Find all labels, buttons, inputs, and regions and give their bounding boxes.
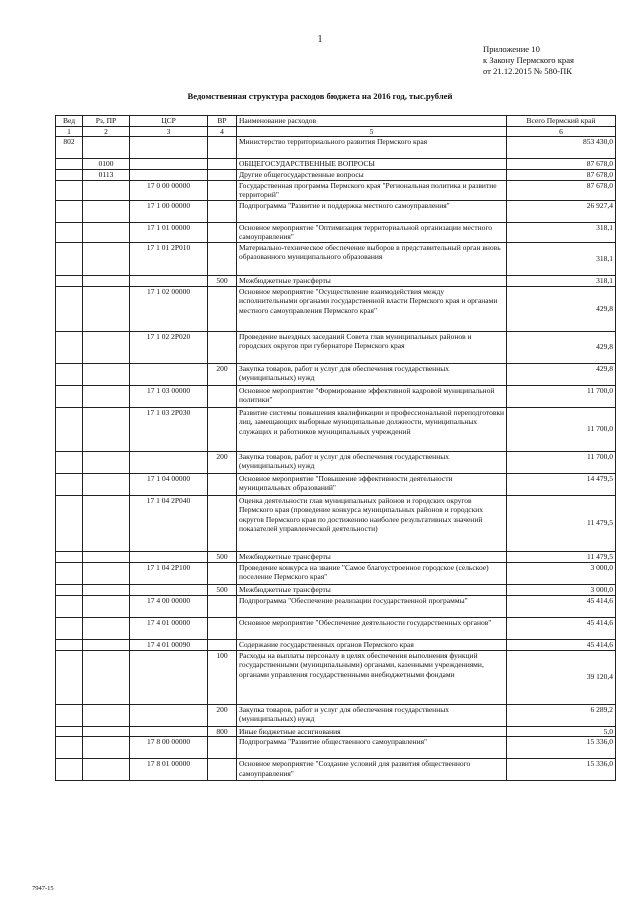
- cell-vr: [208, 495, 237, 551]
- cell-ved: [56, 650, 83, 704]
- table-row: [56, 275, 616, 286]
- table-row: [56, 242, 616, 275]
- col-header-name: Наименование расходов: [237, 116, 507, 127]
- table-row: [56, 385, 616, 407]
- cell-rzpr: [83, 704, 130, 726]
- cell-name: Подпрограмма "Развитие и поддержка местного самоуправления": [237, 200, 507, 222]
- page-number: 1: [317, 34, 323, 45]
- cell-vr: 200: [208, 704, 237, 726]
- appendix-line-1: Приложение 10: [483, 44, 540, 54]
- cell-amount: 318,1: [507, 275, 616, 286]
- table-row: [56, 180, 616, 200]
- cell-rzpr: [83, 242, 130, 275]
- cell-csr: 17 1 04 2Р040: [130, 495, 208, 551]
- cell-amount: 87 678,0: [507, 159, 616, 170]
- cell-vr: 200: [208, 363, 237, 385]
- table-row: [56, 363, 616, 385]
- cell-ved: [56, 170, 83, 181]
- cell-ved: [56, 159, 83, 170]
- cell-vr: [208, 759, 237, 781]
- cell-name: ОБЩЕГОСУДАРСТВЕННЫЕ ВОПРОСЫ: [237, 159, 507, 170]
- cell-ved: [56, 595, 83, 617]
- cell-csr: [130, 704, 208, 726]
- table-row: [56, 737, 616, 759]
- budget-table: [55, 115, 616, 781]
- table-row: [56, 170, 616, 181]
- cell-csr: 17 4 01 00000: [130, 617, 208, 639]
- cell-vr: [208, 595, 237, 617]
- table-row: [56, 584, 616, 595]
- table-row: [56, 551, 616, 562]
- table-row: [56, 639, 616, 650]
- cell-amount: 45 414,6: [507, 639, 616, 650]
- cell-amount: 45 414,6: [507, 595, 616, 617]
- cell-name: Закупка товаров, работ и услуг для обеспечения государственных (муниципальных) нужд: [237, 451, 507, 473]
- col-header-rzpr: Рз, ПР: [83, 116, 130, 127]
- cell-ved: [56, 726, 83, 737]
- cell-amount: 5,0: [507, 726, 616, 737]
- cell-amount: 15 336,0: [507, 759, 616, 781]
- cell-vr: 500: [208, 584, 237, 595]
- table-header-row: [56, 116, 616, 127]
- table-row: [56, 617, 616, 639]
- cell-ved: [56, 759, 83, 781]
- cell-csr: [130, 170, 208, 181]
- cell-csr: 17 1 01 00000: [130, 222, 208, 242]
- cell-name: Другие общегосударственные вопросы: [237, 170, 507, 181]
- cell-ved: [56, 451, 83, 473]
- col-header-vr: ВР: [208, 116, 237, 127]
- table-row: [56, 200, 616, 222]
- cell-csr: 17 1 00 00000: [130, 200, 208, 222]
- cell-name: Проведение конкурса на звание "Самое благоустроенное городское (сельское) поселение Пермского края": [237, 562, 507, 584]
- cell-amount: 87 678,0: [507, 180, 616, 200]
- cell-amount: 6 289,2: [507, 704, 616, 726]
- cell-vr: [208, 222, 237, 242]
- cell-csr: 17 1 04 2Р100: [130, 562, 208, 584]
- cell-vr: [208, 473, 237, 495]
- table-row: [56, 704, 616, 726]
- cell-vr: [208, 242, 237, 275]
- cell-amount: 11 479,5: [507, 551, 616, 562]
- table-row: [56, 595, 616, 617]
- table-row: [56, 562, 616, 584]
- document-title: Ведомственная структура расходов бюджета на 2016 год, тыс.рублей: [187, 91, 453, 101]
- cell-ved: [56, 222, 83, 242]
- cell-csr: 17 1 02 00000: [130, 286, 208, 331]
- cell-csr: 17 8 00 00000: [130, 737, 208, 759]
- cell-vr: [208, 170, 237, 181]
- cell-name: Государственная программа Пермского края "Региональная политика и развитие территорий": [237, 180, 507, 200]
- cell-name: Иные бюджетные ассигнования: [237, 726, 507, 737]
- table-row: [56, 473, 616, 495]
- cell-rzpr: [83, 595, 130, 617]
- cell-amount: 26 927,4: [507, 200, 616, 222]
- cell-vr: [208, 617, 237, 639]
- cell-rzpr: [83, 726, 130, 737]
- cell-name: Закупка товаров, работ и услуг для обеспечения государственных (муниципальных) нужд: [237, 363, 507, 385]
- cell-rzpr: [83, 650, 130, 704]
- cell-amount: 11 700,0: [507, 385, 616, 407]
- cell-csr: [130, 551, 208, 562]
- cell-csr: 17 1 04 00000: [130, 473, 208, 495]
- cell-ved: [56, 562, 83, 584]
- cell-amount: 11 700,0: [507, 407, 616, 451]
- cell-vr: [208, 159, 237, 170]
- footer-code: 7947-15: [32, 885, 54, 892]
- cell-csr: [130, 584, 208, 595]
- col-header-total: Всего Пермский край: [507, 116, 616, 127]
- cell-amount: 318,1: [507, 222, 616, 242]
- cell-name: Подпрограмма "Обеспечение реализации государственной программы": [237, 595, 507, 617]
- cell-ved: [56, 551, 83, 562]
- cell-csr: 17 0 00 00000: [130, 180, 208, 200]
- table-row: [56, 286, 616, 331]
- cell-rzpr: [83, 639, 130, 650]
- table-row: [56, 331, 616, 363]
- cell-ved: [56, 495, 83, 551]
- cell-vr: [208, 639, 237, 650]
- cell-rzpr: [83, 451, 130, 473]
- table-row: [56, 759, 616, 781]
- column-number-row: [56, 126, 616, 137]
- cell-csr: [130, 159, 208, 170]
- cell-vr: 500: [208, 551, 237, 562]
- cell-name: Основное мероприятие "Осуществление взаимодействия между исполнительными органами государственной власти Пермского края и органами местного самоуправления Пермского края": [237, 286, 507, 331]
- cell-name: Закупка товаров, работ и услуг для обеспечения государственных (муниципальных) нужд: [237, 704, 507, 726]
- appendix-header: [483, 44, 574, 77]
- cell-ved: [56, 737, 83, 759]
- table-row: [56, 159, 616, 170]
- cell-rzpr: [83, 759, 130, 781]
- cell-vr: 100: [208, 650, 237, 704]
- cell-csr: 17 1 01 2Р010: [130, 242, 208, 275]
- cell-ved: [56, 704, 83, 726]
- cell-name: Межбюджетные трансферты: [237, 584, 507, 595]
- cell-name: Основное мероприятие "Оптимизация территориальной организации местного самоуправления": [237, 222, 507, 242]
- cell-name: Межбюджетные трансферты: [237, 551, 507, 562]
- cell-amount: 318,1: [507, 242, 616, 275]
- cell-rzpr: [83, 407, 130, 451]
- cell-name: Основное мероприятие "Формирование эффективной кадровой муниципальной политики": [237, 385, 507, 407]
- cell-rzpr: [83, 200, 130, 222]
- cell-amount: 11 700,0: [507, 451, 616, 473]
- cell-name: Основное мероприятие "Обеспечение деятельности государственных органов": [237, 617, 507, 639]
- cell-ved: [56, 385, 83, 407]
- cell-csr: 17 1 03 2Р030: [130, 407, 208, 451]
- cell-vr: [208, 407, 237, 451]
- cell-ved: [56, 363, 83, 385]
- col-number: 6: [507, 126, 616, 137]
- cell-ved: [56, 286, 83, 331]
- cell-vr: [208, 331, 237, 363]
- cell-amount: 15 336,0: [507, 737, 616, 759]
- cell-amount: 3 000,0: [507, 584, 616, 595]
- cell-rzpr: [83, 363, 130, 385]
- cell-amount: 87 678,0: [507, 170, 616, 181]
- cell-ved: [56, 473, 83, 495]
- cell-rzpr: [83, 473, 130, 495]
- table-row: [56, 222, 616, 242]
- cell-csr: 17 8 01 00000: [130, 759, 208, 781]
- cell-amount: 3 000,0: [507, 562, 616, 584]
- cell-rzpr: [83, 737, 130, 759]
- cell-vr: [208, 562, 237, 584]
- cell-vr: 500: [208, 275, 237, 286]
- table-row: [56, 451, 616, 473]
- cell-vr: [208, 737, 237, 759]
- table-row: [56, 407, 616, 451]
- cell-vr: [208, 200, 237, 222]
- appendix-line-2: к Закону Пермского края: [483, 55, 574, 65]
- cell-rzpr: [83, 180, 130, 200]
- cell-ved: [56, 242, 83, 275]
- cell-name: Содержание государственных органов Пермского края: [237, 639, 507, 650]
- table-row: [56, 650, 616, 704]
- cell-rzpr: [83, 286, 130, 331]
- cell-ved: [56, 639, 83, 650]
- cell-rzpr: [83, 551, 130, 562]
- cell-name: Материально-техническое обеспечение выборов в представительный орган вновь образованного муниципального образования: [237, 242, 507, 275]
- col-number: 2: [83, 126, 130, 137]
- col-number: 4: [208, 126, 237, 137]
- col-header-ved: Вед: [56, 116, 83, 127]
- cell-vr: [208, 385, 237, 407]
- cell-csr: [130, 726, 208, 737]
- cell-rzpr: [83, 584, 130, 595]
- cell-ved: [56, 617, 83, 639]
- cell-ved: [56, 584, 83, 595]
- cell-ved: [56, 200, 83, 222]
- cell-amount: 11 479,5: [507, 495, 616, 551]
- cell-csr: [130, 137, 208, 159]
- cell-vr: [208, 137, 237, 159]
- cell-amount: 39 120,4: [507, 650, 616, 704]
- col-number: 3: [130, 126, 208, 137]
- cell-amount: 429,8: [507, 331, 616, 363]
- cell-name: Основное мероприятие "Создание условий для развития общественного самоуправления": [237, 759, 507, 781]
- cell-amount: 429,8: [507, 286, 616, 331]
- cell-csr: 17 1 02 2Р020: [130, 331, 208, 363]
- cell-ved: 802: [56, 137, 83, 159]
- cell-rzpr: [83, 222, 130, 242]
- table-row: [56, 726, 616, 737]
- cell-name: Оценка деятельности глав муниципальных районов и городских округов Пермского края (проведение конкурса муниципальных районов и городских округов Пермского края по достижению наиболее результативных значений показателей управленческой деятельности): [237, 495, 507, 551]
- cell-ved: [56, 407, 83, 451]
- appendix-line-3: от 21.12.2015 № 580-ПК: [483, 66, 572, 76]
- cell-amount: 429,8: [507, 363, 616, 385]
- cell-name: Подпрограмма "Развитие общественного самоуправления": [237, 737, 507, 759]
- cell-name: Расходы на выплаты персоналу в целях обеспечения выполнения функций государственными (муниципальными) органами, казенными учреждениями, органами управления государственными внебюджетными фондами: [237, 650, 507, 704]
- cell-rzpr: 0113: [83, 170, 130, 181]
- col-number: 1: [56, 126, 83, 137]
- cell-csr: 17 4 01 00090: [130, 639, 208, 650]
- cell-amount: 853 430,0: [507, 137, 616, 159]
- cell-name: Министерство территориального развития Пермского края: [237, 137, 507, 159]
- cell-name: Проведение выездных заседаний Совета глав муниципальных районов и городских округов при губернаторе Пермского края: [237, 331, 507, 363]
- cell-csr: [130, 451, 208, 473]
- cell-csr: [130, 275, 208, 286]
- cell-rzpr: 0100: [83, 159, 130, 170]
- cell-ved: [56, 180, 83, 200]
- cell-name: Основное мероприятие "Повышение эффективности деятельности муниципальных образований": [237, 473, 507, 495]
- cell-rzpr: [83, 275, 130, 286]
- cell-csr: [130, 363, 208, 385]
- budget-table-body: [56, 137, 616, 781]
- cell-csr: [130, 650, 208, 704]
- cell-ved: [56, 275, 83, 286]
- table-row: [56, 495, 616, 551]
- cell-csr: 17 4 00 00000: [130, 595, 208, 617]
- cell-rzpr: [83, 137, 130, 159]
- cell-vr: 800: [208, 726, 237, 737]
- cell-csr: 17 1 03 00000: [130, 385, 208, 407]
- cell-name: Развитие системы повышения квалификации и профессиональной переподготовки лиц, замещающих выборные муниципальные должности, муниципальных служащих и работников муниципальных учреждений: [237, 407, 507, 451]
- cell-name: Межбюджетные трансферты: [237, 275, 507, 286]
- cell-amount: 45 414,6: [507, 617, 616, 639]
- table-row: [56, 137, 616, 159]
- cell-vr: [208, 286, 237, 331]
- cell-rzpr: [83, 495, 130, 551]
- cell-rzpr: [83, 562, 130, 584]
- cell-rzpr: [83, 617, 130, 639]
- cell-vr: [208, 180, 237, 200]
- cell-vr: 200: [208, 451, 237, 473]
- col-number: 5: [237, 126, 507, 137]
- col-header-csr: ЦСР: [130, 116, 208, 127]
- cell-rzpr: [83, 385, 130, 407]
- cell-rzpr: [83, 331, 130, 363]
- cell-amount: 14 479,5: [507, 473, 616, 495]
- cell-ved: [56, 331, 83, 363]
